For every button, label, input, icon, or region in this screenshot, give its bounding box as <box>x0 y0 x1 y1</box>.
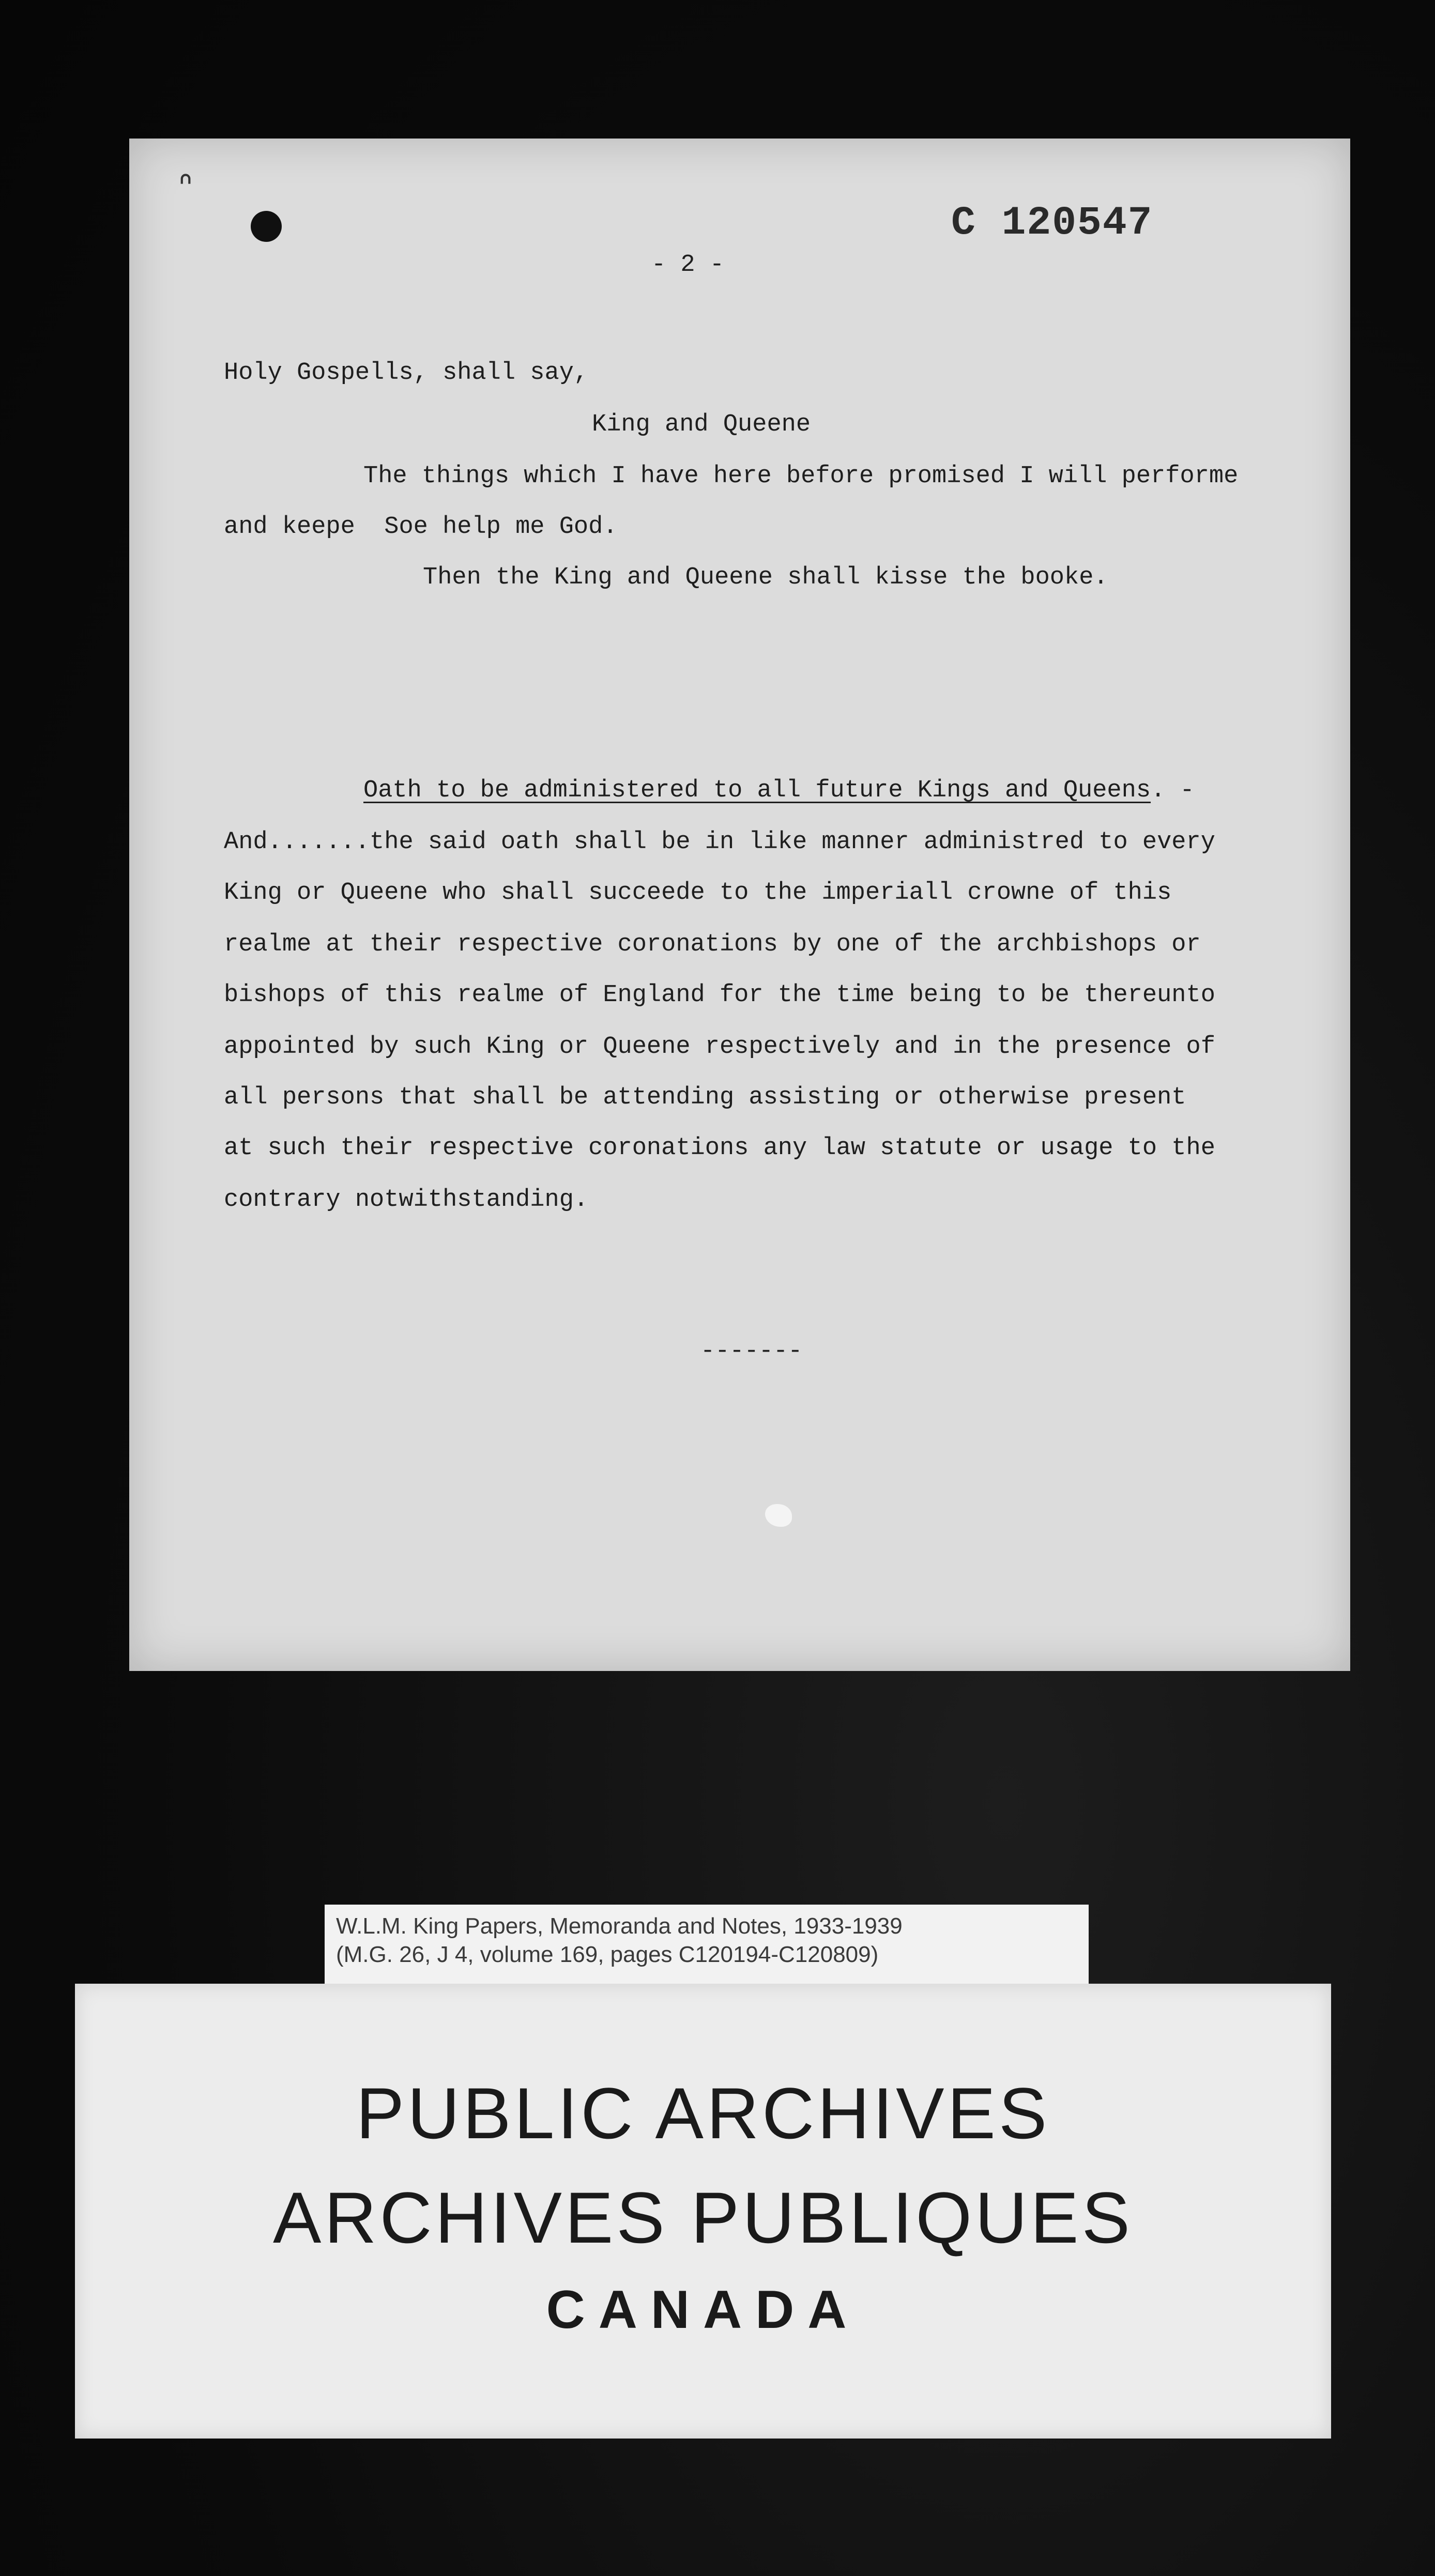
body-line: King or Queene who shall succeede to the imperiall crowne of this <box>224 879 1172 907</box>
caption-line: (M.G. 26, J 4, volume 169, pages C120194-C120809) <box>336 1942 879 1967</box>
body-line: realme at their respective coronations by one of the archbishops or <box>224 931 1201 958</box>
caption-line: W.L.M. King Papers, Memoranda and Notes, 1933-1939 <box>336 1913 903 1939</box>
body-line: all persons that shall be attending assisting or otherwise present <box>224 1084 1186 1111</box>
text-line: The things which I have here before promised I will performe <box>363 463 1239 490</box>
closing-dashes: ------- <box>700 1338 803 1365</box>
oath-heading-suffix: . - <box>1151 777 1195 804</box>
archive-card-title-fr: ARCHIVES PUBLIQUES <box>273 2177 1133 2258</box>
body-line: contrary notwithstanding. <box>224 1186 589 1214</box>
document-page <box>129 139 1350 1671</box>
text-line: Then the King and Queene shall kisse the booke. <box>423 564 1108 591</box>
archive-card-country: CANADA <box>546 2280 860 2340</box>
corner-pencil-mark: ᐢ <box>178 164 193 207</box>
body-line: bishops of this realme of England for the time being to be thereunto <box>224 982 1215 1009</box>
body-line: And.......the said oath shall be in like manner administred to every <box>224 829 1215 856</box>
oath-heading-line <box>363 778 1195 803</box>
page-number: - 2 - <box>651 251 725 279</box>
body-line: at such their respective coronations any law statute or usage to the <box>224 1134 1215 1162</box>
text-line: Holy Gospells, shall say, <box>224 359 589 387</box>
archive-caption-label <box>325 1905 1089 1992</box>
text-line: King and Queene <box>592 411 811 438</box>
text-line: and keepe Soe help me God. <box>224 513 618 541</box>
punch-hole <box>251 211 282 242</box>
archive-card-title-en: PUBLIC ARCHIVES <box>356 2073 1050 2154</box>
body-line: appointed by such King or Queene respectively and in the presence of <box>224 1033 1215 1061</box>
archive-card <box>75 1984 1331 2439</box>
oath-heading: Oath to be administered to all future Kings and Queens <box>363 777 1151 804</box>
document-stamp-number: C 120547 <box>951 201 1153 246</box>
